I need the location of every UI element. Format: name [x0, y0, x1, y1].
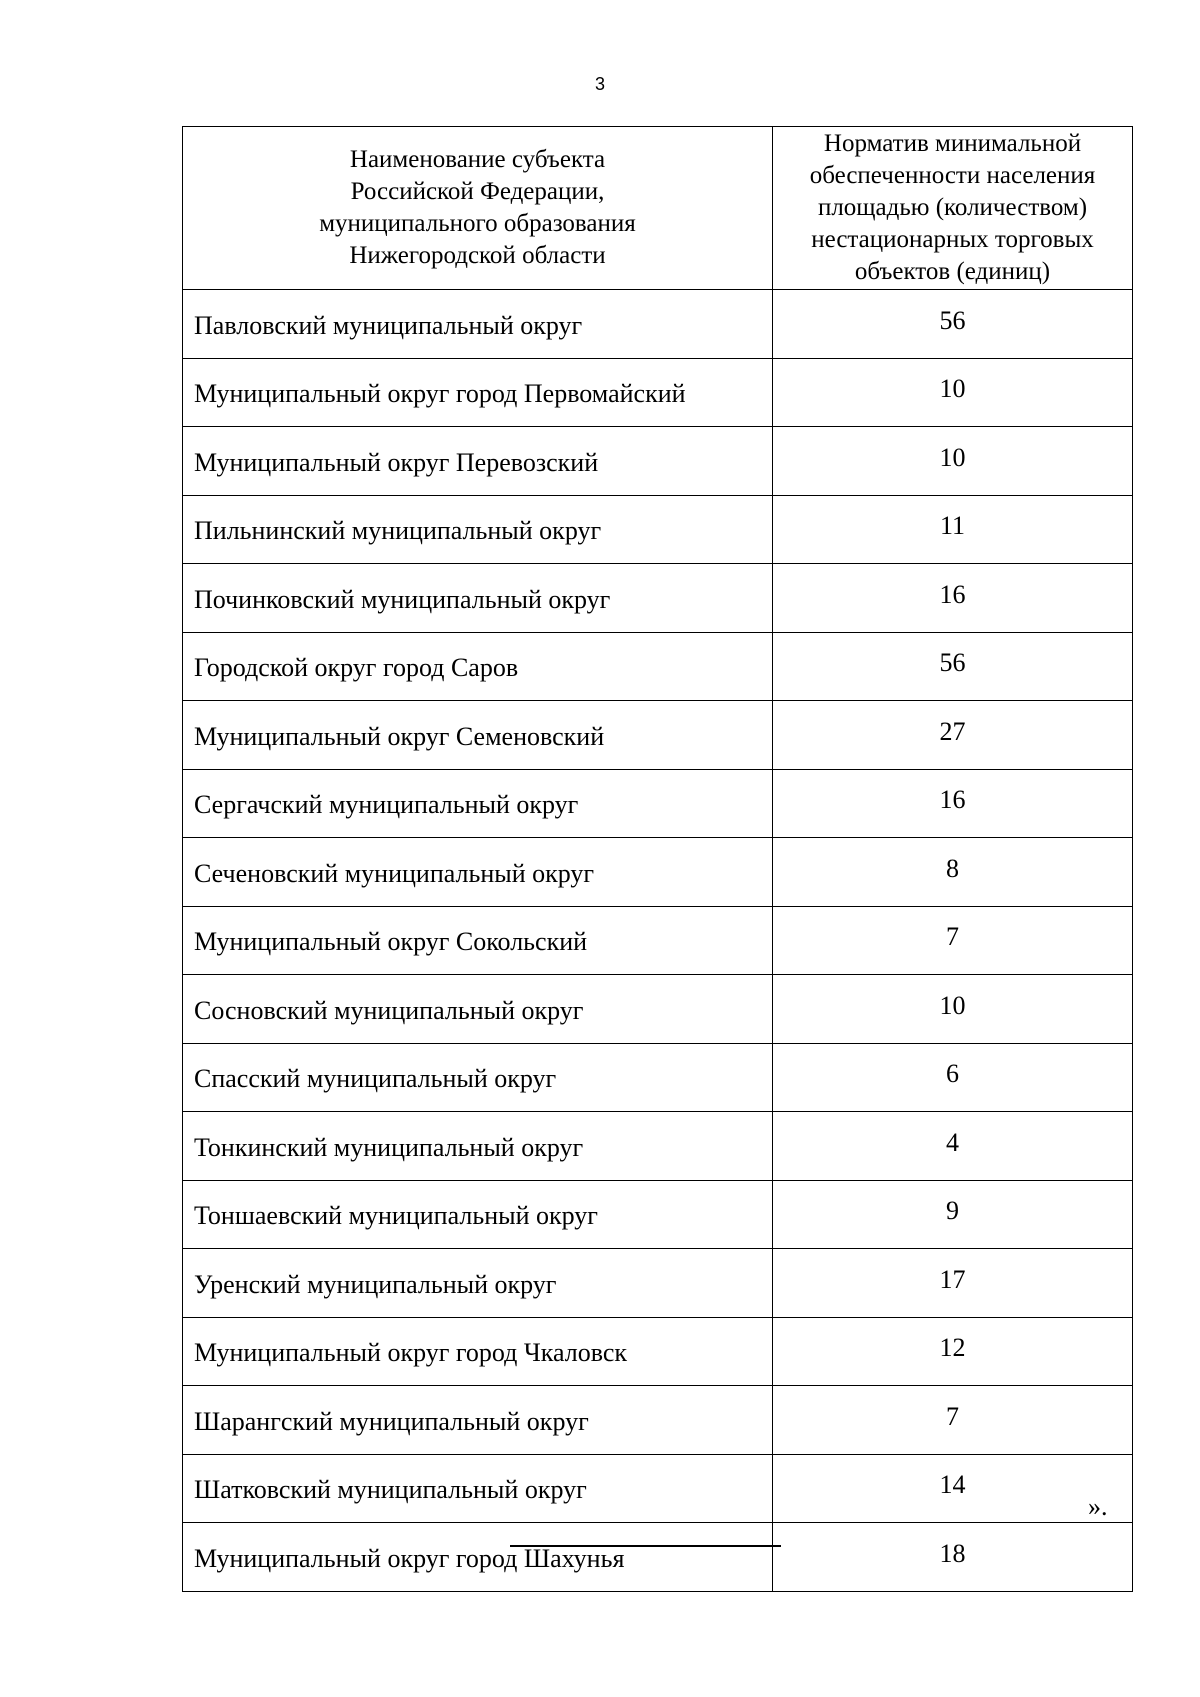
- table-row: [183, 632, 1133, 701]
- municipality-name-cell: Муниципальный округ Сокольский: [183, 906, 773, 975]
- norm-value-cell: 27: [773, 701, 1133, 770]
- municipality-name-cell: Муниципальный округ Перевозский: [183, 427, 773, 496]
- closing-quote-mark: ».: [1088, 1492, 1108, 1521]
- header-name-label: Наименование субъекта Российской Федерации, муниципального образования Нижегородской области: [319, 146, 636, 269]
- municipality-name-cell: Муниципальный округ город Шахунья: [183, 1523, 773, 1592]
- table-row: [183, 1454, 1133, 1523]
- table-row: [183, 906, 1133, 975]
- norm-value-cell: 14: [773, 1454, 1133, 1523]
- norm-value-cell: 56: [773, 290, 1133, 359]
- municipality-name-cell: Сергачский муниципальный округ: [183, 769, 773, 838]
- norm-value-cell: 4: [773, 1112, 1133, 1181]
- norm-value-cell: 9: [773, 1180, 1133, 1249]
- municipality-name-cell: Шарангский муниципальный округ: [183, 1386, 773, 1455]
- norms-table: [182, 126, 1133, 1592]
- table-row: [183, 1523, 1133, 1592]
- table-row: [183, 1317, 1133, 1386]
- table-row: [183, 701, 1133, 770]
- norm-value-cell: 7: [773, 906, 1133, 975]
- norm-value-cell: 16: [773, 564, 1133, 633]
- municipality-name-cell: Муниципальный округ Семеновский: [183, 701, 773, 770]
- table-row: [183, 1249, 1133, 1318]
- norm-value-cell: 10: [773, 358, 1133, 427]
- header-value-label: Норматив минимальной обеспеченности населения площадью (количеством) нестационарных торговых объектов (единиц): [809, 130, 1096, 285]
- table-row: [183, 1112, 1133, 1181]
- table-row: [183, 838, 1133, 907]
- table-row: [183, 769, 1133, 838]
- municipality-name-cell: Сосновский муниципальный округ: [183, 975, 773, 1044]
- table-row: [183, 358, 1133, 427]
- municipality-name-cell: Шатковский муниципальный округ: [183, 1454, 773, 1523]
- table-row: [183, 1043, 1133, 1112]
- norm-value-cell: 6: [773, 1043, 1133, 1112]
- table-row: [183, 1180, 1133, 1249]
- norm-value-cell: 17: [773, 1249, 1133, 1318]
- table-row: [183, 290, 1133, 359]
- municipality-name-cell: Тонкинский муниципальный округ: [183, 1112, 773, 1181]
- municipality-name-cell: Городской округ город Саров: [183, 632, 773, 701]
- table-row: [183, 427, 1133, 496]
- norm-value-cell: 7: [773, 1386, 1133, 1455]
- header-cell-name: [183, 127, 773, 290]
- table-body: [183, 290, 1133, 1592]
- municipality-name-cell: Павловский муниципальный округ: [183, 290, 773, 359]
- norm-value-cell: 16: [773, 769, 1133, 838]
- norm-value-cell: 10: [773, 427, 1133, 496]
- end-divider-line: [510, 1545, 781, 1547]
- norm-value-cell: 10: [773, 975, 1133, 1044]
- municipality-name-cell: Пильнинский муниципальный округ: [183, 495, 773, 564]
- norm-value-cell: 11: [773, 495, 1133, 564]
- header-cell-value: [773, 127, 1133, 290]
- norm-value-cell: 18: [773, 1523, 1133, 1592]
- norm-value-cell: 56: [773, 632, 1133, 701]
- norm-value-cell: 12: [773, 1317, 1133, 1386]
- norm-value-cell: 8: [773, 838, 1133, 907]
- municipality-name-cell: Спасский муниципальный округ: [183, 1043, 773, 1112]
- municipality-name-cell: Починковский муниципальный округ: [183, 564, 773, 633]
- page-number: 3: [594, 74, 605, 94]
- table-row: [183, 564, 1133, 633]
- municipality-name-cell: Тоншаевский муниципальный округ: [183, 1180, 773, 1249]
- table-header-row: [183, 127, 1133, 290]
- municipality-name-cell: Сеченовский муниципальный округ: [183, 838, 773, 907]
- table-row: [183, 1386, 1133, 1455]
- table-row: [183, 975, 1133, 1044]
- municipality-name-cell: Муниципальный округ город Первомайский: [183, 358, 773, 427]
- municipality-name-cell: Уренский муниципальный округ: [183, 1249, 773, 1318]
- municipality-name-cell: Муниципальный округ город Чкаловск: [183, 1317, 773, 1386]
- table-row: [183, 495, 1133, 564]
